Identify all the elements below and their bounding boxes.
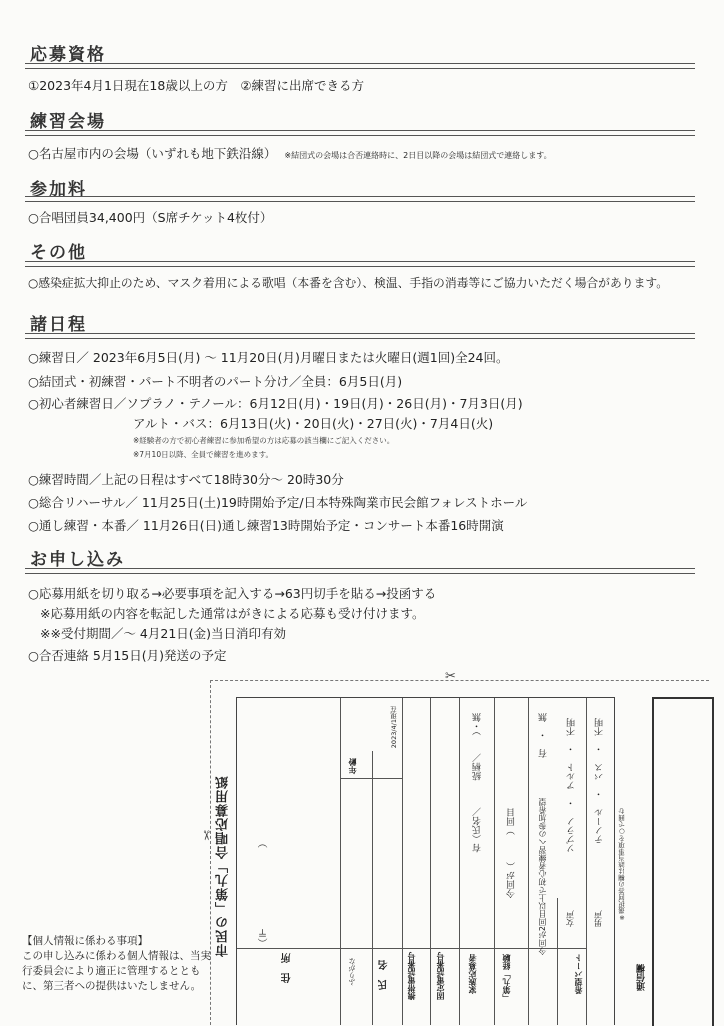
form-divider xyxy=(372,751,373,1025)
furigana-label: ふりがな xyxy=(348,958,356,986)
fee-text: ○合唱団員34,400円（S席チケット4枚付） xyxy=(28,210,273,225)
family-label: 家族応募者 xyxy=(468,954,477,994)
section-title-venue: 練習会場 xyxy=(30,112,106,132)
section-rule xyxy=(25,568,695,574)
schedule-line-beginner: ○初心者練習日／ソプラノ・テノール：6月12日(月)・19日(月)・26日(月)・7月3日(月) xyxy=(28,396,523,411)
schedule-line-kickoff: ○結団式・初練習・パート不明者のパート分け／全員：6月5日(月) xyxy=(28,374,403,389)
comm-label: 通信欄 xyxy=(637,964,647,991)
section-title-eligibility: 応募資格 xyxy=(30,45,106,65)
application-form xyxy=(236,697,626,1025)
male-options[interactable]: テノール ・ バス ・ 不明 xyxy=(595,718,605,844)
apply-postcard-note: ※応募用紙の内容を転記した通常はがきによる応募も受け付けます。 xyxy=(40,606,425,621)
privacy-body: この申し込みに係わる個人情報は、当実行委員会により適正に管理するとともに、第三者への提供はいたしません。 xyxy=(22,950,211,992)
schedule-note-2: ※7月10日以降、全員で練習を進めます。 xyxy=(133,450,273,459)
privacy-notice xyxy=(22,934,212,994)
section-rule xyxy=(25,196,695,202)
form-divider xyxy=(494,698,495,1025)
section-title-apply: お申し込み xyxy=(30,550,125,570)
mobile-label: 携帯電話番号 xyxy=(407,952,416,1000)
schedule-line-rehearsal: ○総合リハーサル／ 11月25日(土)19時開始予定/日本特殊陶業市民会館フォレストホール xyxy=(28,495,528,510)
female-options[interactable]: ソプラノ ・ アルト ・ 不明 xyxy=(567,718,577,853)
experience-label: 「第九」経験 xyxy=(502,954,511,1002)
eligibility-text: ①2023年4月1日現在18歳以上の方 ②練習に出席できる方 xyxy=(28,78,365,93)
name-label: 氏 名 xyxy=(379,960,390,990)
form-divider xyxy=(430,698,431,1025)
beginner-label: 今回が2回目以上で初心者練習への参加希望 xyxy=(538,798,547,956)
part-label: 希望パート xyxy=(574,954,583,994)
female-label: 女声 xyxy=(566,910,576,927)
scissors-icon: ✂ xyxy=(197,830,213,841)
address-label: 住 所 xyxy=(282,953,293,983)
form-divider xyxy=(402,698,403,1025)
form-divider xyxy=(340,778,402,779)
form-divider xyxy=(459,698,460,1025)
schedule-line-alto: アルト・バス：6月13日(火)・20日(火)・27日(火)・7月4日(火) xyxy=(133,416,494,431)
form-divider xyxy=(586,698,587,1025)
venue-note: ※結団式の会場は合否連絡時に、2日目以降の会場は結団式で連絡します。 xyxy=(284,151,552,160)
scissors-icon: ✂ xyxy=(445,669,456,684)
form-divider xyxy=(528,698,529,1025)
schedule-line-concert: ○通し練習・本番／ 11月26日(日)通し練習13時開始予定・コンサート本番16時開演 xyxy=(28,518,504,533)
section-title-other: その他 xyxy=(30,243,87,263)
section-rule xyxy=(25,130,695,136)
age-label: 年齢 xyxy=(348,758,357,774)
venue-text xyxy=(28,144,552,162)
form-divider xyxy=(340,698,341,1025)
experience-count[interactable]: 今回が（ ）回目 xyxy=(507,808,517,898)
section-rule xyxy=(25,261,695,267)
section-title-schedule: 諸日程 xyxy=(30,315,87,335)
schedule-line-time: ○練習時間／上記の日程はすべて18時30分～ 20時30分 xyxy=(28,472,344,487)
select-note: ※選択回答の欄は該当事項を○で囲む xyxy=(618,808,626,922)
other-text: ○感染症拡大抑止のため、マスク着用による歌唱（本番を含む）、検温、手指の消毒等にご協力いただく場合があります。 xyxy=(28,276,669,290)
form-divider xyxy=(557,898,558,1025)
form-title: 市民の「第九」合唱応募用紙 xyxy=(216,775,231,957)
comm-box[interactable] xyxy=(652,697,714,1026)
apply-steps: ○応募用紙を切り取る→必要事項を記入する→63円切手を貼る→投函する xyxy=(28,586,437,601)
form-divider xyxy=(237,948,586,949)
apply-deadline: ※※受付期間／～ 4月21日(金)当日消印有効 xyxy=(40,626,287,641)
section-rule xyxy=(25,63,695,69)
section-title-fee: 参加料 xyxy=(30,180,87,200)
age-date: 2023/4/1現在 xyxy=(390,706,398,749)
family-field[interactable]: 有（氏名／ 続柄／ ）・無 xyxy=(473,713,483,853)
section-rule xyxy=(25,333,695,339)
venue-main: ○名古屋市内の会場（いずれも地下鉄沿線） xyxy=(28,146,277,161)
apply-result: ○合否連絡 5月15日(月)発送の予定 xyxy=(28,648,227,663)
postal-field[interactable]: （〒 ） xyxy=(259,838,270,948)
landline-label: 固定電話番号 xyxy=(436,952,445,1000)
schedule-note-1: ※経験者の方で初心者練習に参加希望の方は応募の該当欄にご記入ください。 xyxy=(133,436,395,445)
male-label: 男声 xyxy=(594,910,604,927)
beginner-options[interactable]: 有 ・ 無 xyxy=(539,713,549,758)
schedule-line-practice: ○練習日／ 2023年6月5日(月) ～ 11月20日(月)月曜日または火曜日(週1回)全24回。 xyxy=(28,350,509,365)
privacy-title: 【個人情報に係わる事項】 xyxy=(22,935,148,947)
